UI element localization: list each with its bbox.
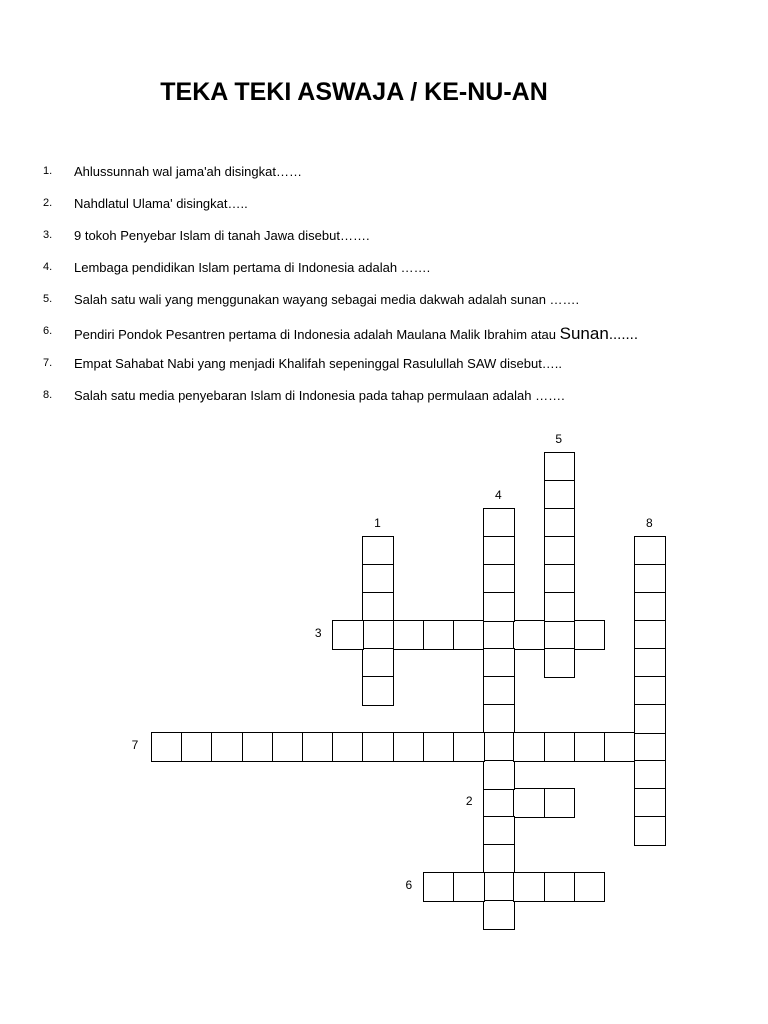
grid-cell[interactable] [483, 592, 515, 622]
grid-cell[interactable] [544, 480, 576, 510]
grid-cell[interactable] [634, 536, 666, 566]
grid-cell[interactable] [423, 732, 455, 762]
grid-cell[interactable] [483, 564, 515, 594]
grid-cell[interactable] [362, 536, 394, 566]
grid-cell[interactable] [513, 872, 545, 902]
grid-cell[interactable] [393, 732, 425, 762]
word-number-4: 4 [494, 488, 502, 502]
grid-cell[interactable] [423, 872, 455, 902]
clue-text: Nahdlatul Ulama' disingkat….. [74, 196, 248, 211]
grid-cell[interactable] [544, 564, 576, 594]
grid-cell[interactable] [634, 788, 666, 818]
clue-number: 4. [43, 261, 53, 273]
grid-cell[interactable] [483, 788, 515, 818]
clue-text-sunan: Sunan [559, 324, 609, 343]
clue-number: 6. [43, 325, 53, 337]
word-number-5: 5 [555, 432, 563, 446]
grid-cell[interactable] [483, 704, 515, 734]
page-title: TEKA TEKI ASWAJA / KE-NU-AN [160, 78, 548, 106]
grid-cell[interactable] [453, 620, 485, 650]
grid-cell[interactable] [483, 508, 515, 538]
word-number-1: 1 [374, 516, 381, 530]
grid-cell[interactable] [302, 732, 334, 762]
clue-text: Pendiri Pondok Pesantren pertama di Indonesia adalah Maulana Malik Ibrahim atau [74, 327, 560, 342]
grid-cell[interactable] [151, 732, 183, 762]
clue-number: 1. [43, 165, 53, 177]
grid-cell[interactable] [483, 732, 515, 762]
clue-text: Salah satu media penyebaran Islam di Indonesia pada tahap permulaan adalah ……. [74, 388, 565, 403]
grid-cell[interactable] [242, 732, 274, 762]
grid-cell[interactable] [574, 872, 606, 902]
grid-cell[interactable] [513, 620, 545, 650]
grid-cell[interactable] [544, 620, 576, 650]
grid-cell[interactable] [453, 872, 485, 902]
grid-cell[interactable] [513, 788, 545, 818]
grid-cell[interactable] [544, 536, 576, 566]
grid-cell[interactable] [483, 648, 515, 678]
grid-cell[interactable] [634, 564, 666, 594]
grid-cell[interactable] [362, 676, 394, 706]
clue-text-dots: ....... [608, 326, 638, 343]
grid-cell[interactable] [483, 620, 515, 650]
grid-cell[interactable] [362, 564, 394, 594]
word-number-6: 6 [405, 878, 413, 892]
grid-cell[interactable] [544, 508, 576, 538]
grid-cell[interactable] [544, 732, 576, 762]
grid-cell[interactable] [544, 648, 576, 678]
grid-cell[interactable] [483, 536, 515, 566]
clue-text: Ahlussunnah wal jama'ah disingkat…… [74, 164, 302, 179]
grid-cell[interactable] [393, 620, 425, 650]
grid-cell[interactable] [272, 732, 304, 762]
grid-cell[interactable] [574, 620, 606, 650]
grid-cell[interactable] [483, 676, 515, 706]
clue-number: 2. [43, 197, 53, 209]
clue-number: 7. [43, 357, 53, 369]
grid-cell[interactable] [423, 620, 455, 650]
grid-cell[interactable] [634, 732, 666, 762]
grid-cell[interactable] [634, 592, 666, 622]
grid-cell[interactable] [574, 732, 606, 762]
grid-cell[interactable] [544, 872, 576, 902]
grid-cell[interactable] [332, 732, 364, 762]
grid-cell[interactable] [634, 704, 666, 734]
grid-cell[interactable] [362, 620, 394, 650]
clue-number: 3. [43, 229, 53, 241]
grid-cell[interactable] [362, 732, 394, 762]
clue-text: Salah satu wali yang menggunakan wayang sebagai media dakwah adalah sunan ……. [74, 292, 580, 307]
grid-cell[interactable] [332, 620, 364, 650]
grid-cell[interactable] [544, 592, 576, 622]
grid-cell[interactable] [453, 732, 485, 762]
grid-cell[interactable] [604, 732, 636, 762]
grid-cell[interactable] [634, 620, 666, 650]
grid-cell[interactable] [544, 452, 576, 482]
clue-number: 5. [43, 293, 53, 305]
word-number-2: 2 [465, 794, 473, 808]
grid-cell[interactable] [513, 732, 545, 762]
grid-cell[interactable] [362, 648, 394, 678]
grid-cell[interactable] [634, 676, 666, 706]
grid-cell[interactable] [483, 872, 515, 902]
grid-cell[interactable] [362, 592, 394, 622]
word-number-3: 3 [314, 626, 322, 640]
clue-text: 9 tokoh Penyebar Islam di tanah Jawa disebut……. [74, 228, 370, 243]
clue-text: Lembaga pendidikan Islam pertama di Indonesia adalah ……. [74, 260, 431, 275]
grid-cell[interactable] [634, 648, 666, 678]
grid-cell[interactable] [483, 816, 515, 846]
grid-cell[interactable] [181, 732, 213, 762]
word-number-8: 8 [645, 516, 653, 530]
grid-cell[interactable] [544, 788, 576, 818]
grid-cell[interactable] [483, 760, 515, 790]
grid-cell[interactable] [483, 900, 515, 930]
grid-cell[interactable] [634, 760, 666, 790]
grid-cell[interactable] [634, 816, 666, 846]
word-number-7: 7 [131, 738, 139, 752]
grid-cell[interactable] [483, 844, 515, 874]
clue-number: 8. [43, 389, 53, 401]
clue-text: Empat Sahabat Nabi yang menjadi Khalifah sepeninggal Rasulullah SAW disebut….. [74, 356, 563, 371]
grid-cell[interactable] [211, 732, 243, 762]
